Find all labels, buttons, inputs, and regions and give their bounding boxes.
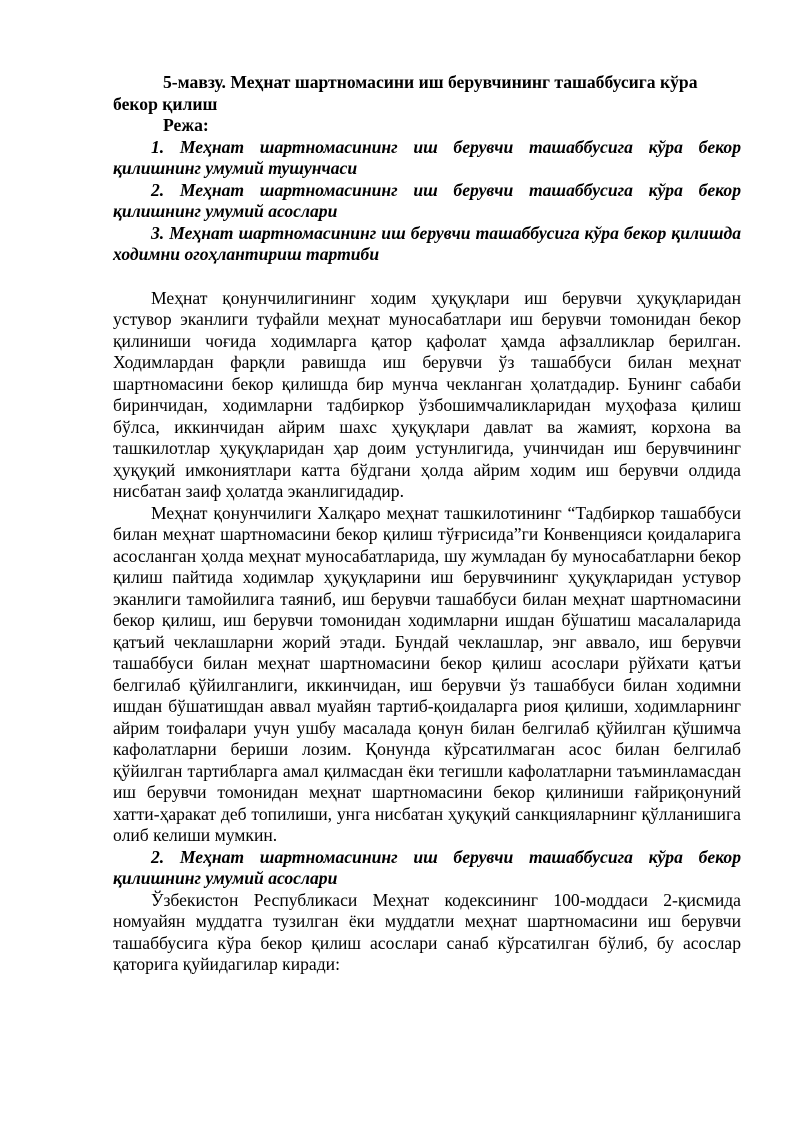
document-title: 5-мавзу. Меҳнат шартномасини иш берувчининг ташаббусига кўра бекор қилиш bbox=[113, 72, 698, 114]
section-heading: 2. Меҳнат шартномасининг иш берувчи ташаббусига кўра бекор қилишнинг умумий асослари bbox=[113, 846, 741, 888]
section-paragraph: Ўзбекистон Республикаси Меҳнат кодексининг 100-моддаси 2-қисмида номуайян муддатга тузилган ёки муддатли меҳнат шартномасини иш берувчи ташаббусига кўра бекор қилиш асослари санаб кўрсатилган бўлиб, бу асослар қаторига қуйидагилар киради: bbox=[113, 889, 741, 974]
body-paragraph-1: Меҳнат қонунчилигининг ходим ҳуқуқлари иш берувчи ҳуқуқларидан устувор эканлиги туфайли меҳнат муносабатлари иш берувчи томонидан бекор қилиниши чоғида ходимларга қатор қафолат ҳамда афзалликлар берилган. Ходимлардан фарқли равишда иш берувчи ўз ташаббуси билан меҳнат шартномасини бекор қилишда бир мунча чекланган ҳолатдадир. Бунинг сабаби биринчидан, ходимларни тадбиркор ўзбошимчаликларидан муҳофаза қилиш бўлса, иккинчидан айрим шахс ҳуқуқлари давлат ва жамият, корхона ва ташкилотлар ҳуқуқларидан ҳар доим устунлигида, учинчидан иш берувчининг ҳуқуқий имкониятлари катта бўдгани ҳолда айрим ходим иш берувчи олдида нисбатан заиф ҳолатда эканлигидадир. bbox=[113, 287, 741, 501]
plan-item-3: 3. Меҳнат шартномасининг иш берувчи ташаббусига кўра бекор қилишда ходимни огоҳлантириш тартиби bbox=[113, 222, 741, 264]
plan-heading: Режа: bbox=[163, 115, 209, 135]
body-paragraph-2: Меҳнат қонунчилиги Халқаро меҳнат ташкилотининг “Тадбиркор ташаббуси билан меҳнат шартномасини бекор қилиш тўғрисида”ги Конвенцияси қоидаларига асосланган ҳолда меҳнат муносабатларида, шу жумладан бу муносабатларни бекор қилиш пайтида ходимлар ҳуқуқларини иш берувчининг ҳуқуқларидан устувор эканлиги тамойилига таяниб, иш берувчи ташаббуси билан меҳнат шартномасини бекор қилиш, иш берувчи томонидан ходимларни ишдан бўшатиш масалаларида қатъий чеклашларни жорий этади. Бундай чеклашлар, энг аввало, иш берувчи ташаббуси билан меҳнат шартномасини бекор қилиш асослари рўйхати қатъи белгилаб қўйилганлиги, иккинчидан, иш берувчи ўз ташаббуси билан ходимни ишдан бўшатишдан аввал муайян тартиб-қоидаларга риоя қилиши, ходимларнинг айрим тоифалари учун ушбу масалада қонун билан белгилаб қўйилган қўшимча кафолатларни бериши лозим. Қонунда кўрсатилмаган асос билан белгилаб қўйилган тартибларга амал қилмасдан ёки тегишли кафолатларни таъминламасдан иш берувчи томонидан меҳнат шартномасини бекор қилиниши ғайриқонуний хатти-ҳаракат деб топилиши, унга нисбатан ҳуқуқий санкцияларнинг қўлланишига олиб келиши мумкин. bbox=[113, 502, 741, 845]
plan-item-1: 1. Меҳнат шартномасининг иш берувчи ташаббусига кўра бекор қилишнинг умумий тушунчаси bbox=[113, 136, 741, 178]
blank-line bbox=[113, 266, 741, 288]
document-page bbox=[113, 72, 741, 976]
plan-item-2: 2. Меҳнат шартномасининг иш берувчи ташаббусига кўра бекор қилишнинг умумий асослари bbox=[113, 179, 741, 221]
